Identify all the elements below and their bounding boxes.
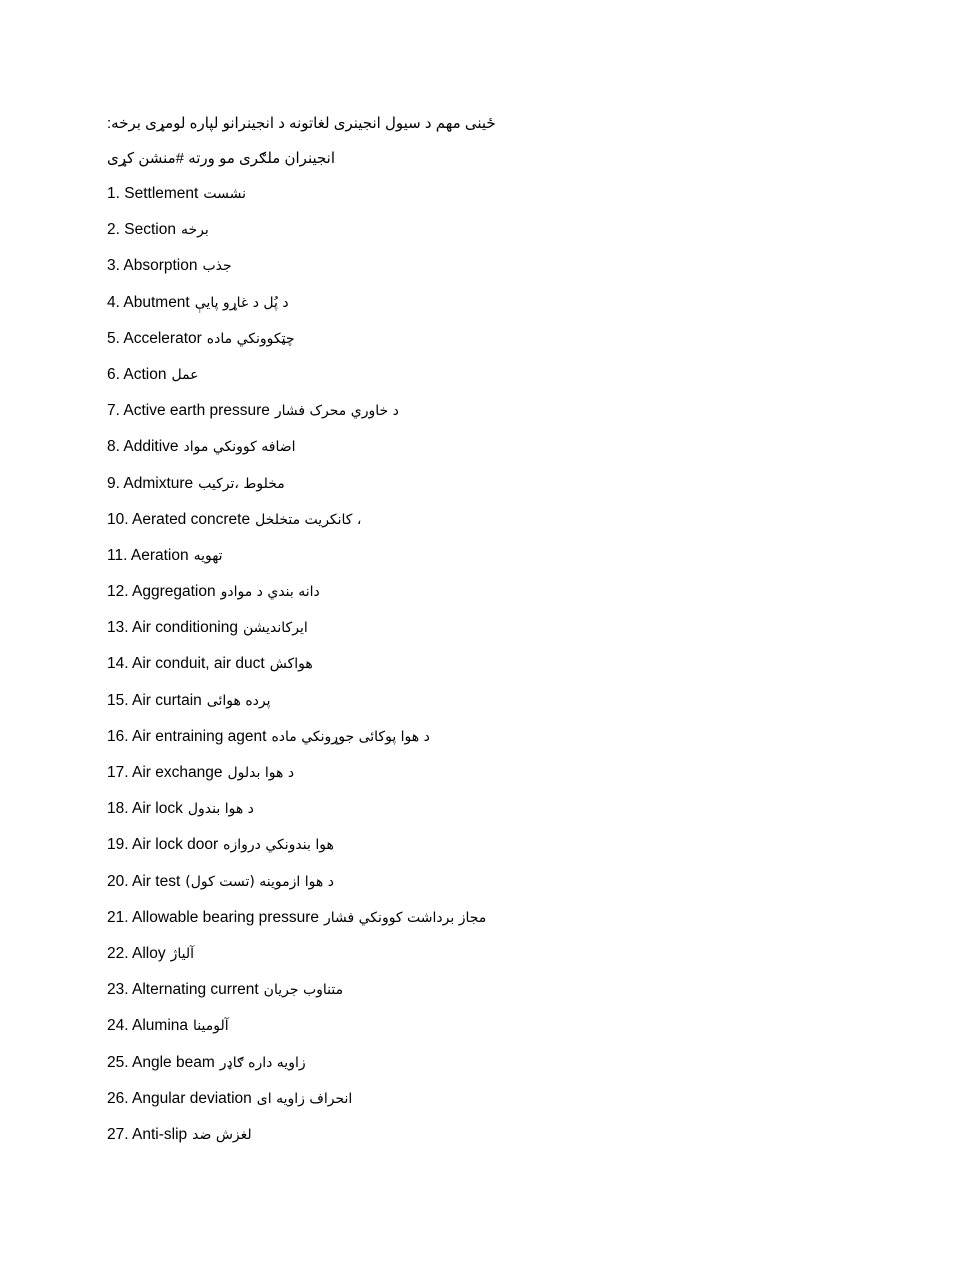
list-item xyxy=(107,1045,867,1081)
term-list xyxy=(107,176,867,1153)
term-pashto: اضافه کوونکي مواد xyxy=(183,439,296,456)
term-number: 23. xyxy=(107,981,129,999)
term-number: 18. xyxy=(107,800,129,818)
term-pashto: د هوا بندول xyxy=(187,801,254,818)
term-pashto: ، کانکریت متخلخل xyxy=(255,511,362,528)
term-number: 26. xyxy=(107,1089,129,1107)
term-number: 1. xyxy=(107,185,120,202)
term-number: 3. xyxy=(107,257,120,275)
term-english: Air test xyxy=(132,872,181,890)
term-number: 13. xyxy=(107,619,129,637)
term-number: 15. xyxy=(107,691,129,709)
term-pashto: مجاز برداشت کوونکي فشار xyxy=(323,909,487,926)
term-number: 11. xyxy=(107,546,128,564)
term-english: Air curtain xyxy=(132,691,202,709)
term-number: 6. xyxy=(107,365,120,383)
term-number: 24. xyxy=(107,1017,129,1035)
term-number: 22. xyxy=(107,944,129,962)
list-item xyxy=(107,248,867,284)
list-item xyxy=(107,538,867,574)
term-number: 14. xyxy=(107,655,129,673)
term-english: Additive xyxy=(123,438,179,456)
term-number: 20. xyxy=(107,872,129,890)
term-english: Air conditioning xyxy=(132,619,238,637)
term-english: Action xyxy=(123,365,167,383)
term-number: 27. xyxy=(107,1125,129,1143)
term-english: Accelerator xyxy=(123,329,202,347)
list-item xyxy=(107,393,867,429)
term-number: 7. xyxy=(107,402,120,420)
list-item xyxy=(107,610,867,646)
term-number: 5. xyxy=(107,329,120,347)
term-number: 12. xyxy=(107,583,129,601)
list-item xyxy=(107,212,867,248)
term-english: Angular deviation xyxy=(132,1089,252,1107)
list-item xyxy=(107,466,867,502)
term-pashto: مخلوط ،ترکيب xyxy=(198,475,285,492)
term-number: 10. xyxy=(107,510,129,528)
list-item xyxy=(107,755,867,791)
term-number: 17. xyxy=(107,764,129,781)
term-pashto: لغزش ضد xyxy=(192,1126,252,1143)
document-subtitle xyxy=(107,141,867,176)
term-pashto: د خاوري محرک فشار xyxy=(274,403,399,420)
term-pashto: هواکش xyxy=(269,656,313,673)
term-pashto: عمل xyxy=(171,366,199,383)
term-number: 19. xyxy=(107,836,129,854)
term-pashto: جذب xyxy=(202,258,232,275)
term-pashto: د هوا ازموینه (تست کول) xyxy=(185,873,334,890)
term-english: Aeration xyxy=(130,546,189,564)
list-item xyxy=(107,864,867,900)
term-english: Anti-slip xyxy=(132,1125,188,1143)
list-item xyxy=(107,936,867,972)
term-pashto: هوا بندونکي دروازه xyxy=(223,837,334,854)
term-pashto: دانه بندي د موادو xyxy=(220,584,320,601)
list-item xyxy=(107,176,867,212)
term-pashto: نشست xyxy=(203,186,246,202)
term-english: Angle beam xyxy=(132,1053,215,1071)
term-english: Air entraining agent xyxy=(132,727,267,745)
list-item xyxy=(107,972,867,1008)
list-item xyxy=(107,285,867,321)
term-pashto: متناوب جريان xyxy=(263,982,344,999)
document-title xyxy=(107,106,867,141)
term-number: 2. xyxy=(107,221,120,239)
term-english: Allowable bearing pressure xyxy=(132,908,319,926)
term-number: 8. xyxy=(107,438,120,456)
term-number: 25. xyxy=(107,1053,129,1071)
list-item xyxy=(107,646,867,682)
term-english: Alloy xyxy=(132,944,166,962)
term-english: Admixture xyxy=(123,474,194,492)
list-item xyxy=(107,791,867,827)
term-pashto: د هوا پوکائی جوړونکي ماده xyxy=(271,728,430,745)
term-english: Air conduit, air duct xyxy=(132,655,265,673)
term-pashto: انحراف زاويه ای xyxy=(256,1090,353,1107)
list-item xyxy=(107,683,867,719)
term-pashto: زاويه داره ګاډر xyxy=(219,1054,306,1071)
term-english: Active earth pressure xyxy=(123,402,270,420)
list-item xyxy=(107,900,867,936)
term-english: Aerated concrete xyxy=(132,510,251,528)
document-subtitle-text: انجینران ملګری مو ورته #منشن کړی xyxy=(107,150,336,167)
term-english: Section xyxy=(124,221,176,239)
term-english: Air lock xyxy=(132,800,183,818)
term-pashto: آلياژ xyxy=(170,945,195,962)
term-pashto: د پُل د غاړو پايې xyxy=(194,294,289,311)
term-english: Alumina xyxy=(132,1017,189,1035)
term-number: 4. xyxy=(107,293,120,311)
term-number: 21. xyxy=(107,908,129,926)
list-item xyxy=(107,574,867,610)
document-content xyxy=(107,106,867,1153)
term-pashto: برخه xyxy=(180,222,209,239)
list-item xyxy=(107,719,867,755)
list-item xyxy=(107,1117,867,1153)
term-pashto: چټکوونکي ماده xyxy=(206,330,295,347)
term-english: Aggregation xyxy=(132,583,216,601)
term-number: 16. xyxy=(107,727,129,745)
term-pashto: تهويه xyxy=(193,547,223,564)
list-item xyxy=(107,502,867,538)
term-english: Settlement xyxy=(124,185,199,202)
document-title-text: ځینی مهم د سیول انجینری لغاتونه د انجینرانو لپاره لومړی برخه: xyxy=(107,115,496,132)
list-item xyxy=(107,357,867,393)
term-english: Absorption xyxy=(123,257,198,275)
list-item xyxy=(107,321,867,357)
list-item xyxy=(107,827,867,863)
term-english: Alternating current xyxy=(132,981,259,999)
term-english: Abutment xyxy=(123,293,190,311)
list-item xyxy=(107,429,867,465)
term-english: Air exchange xyxy=(132,764,223,781)
term-english: Air lock door xyxy=(132,836,219,854)
term-pashto: آلومینا xyxy=(193,1018,229,1035)
term-pashto: ایرکانديشن xyxy=(243,620,308,637)
list-item xyxy=(107,1081,867,1117)
list-item xyxy=(107,1008,867,1044)
term-pashto: د هوا بدلول xyxy=(227,765,295,781)
term-number: 9. xyxy=(107,474,120,492)
term-pashto: پرده هوائی xyxy=(206,692,271,709)
